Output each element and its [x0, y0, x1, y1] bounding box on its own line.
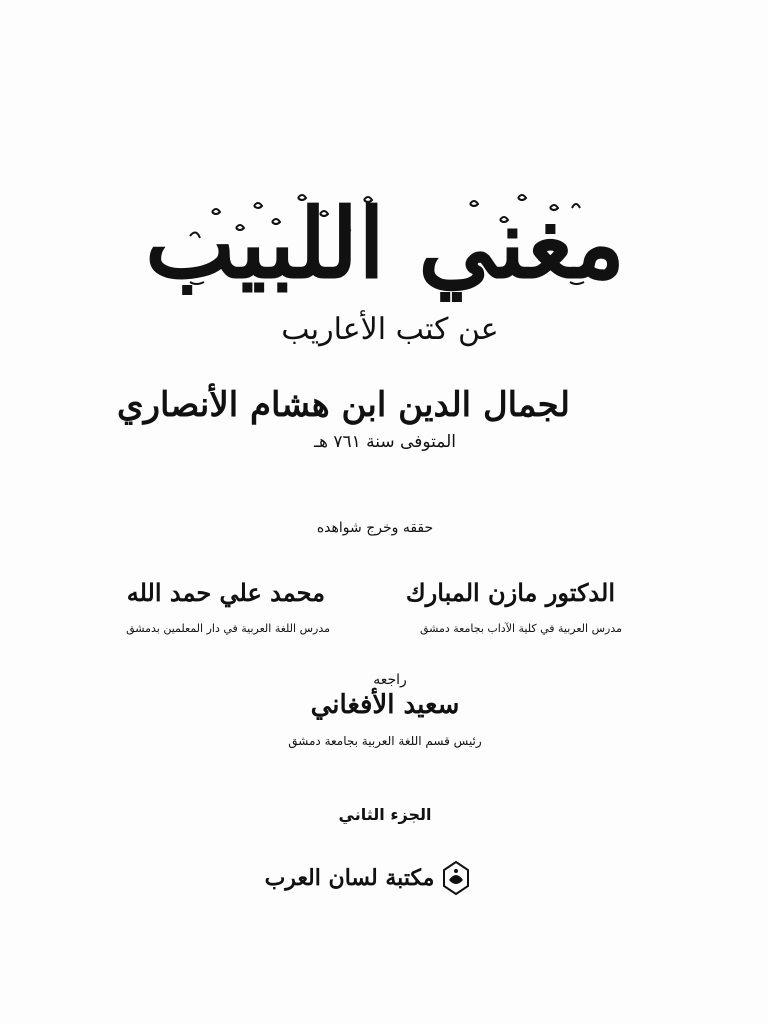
reviewer-name: سعيد الأفغاني [310, 690, 460, 720]
book-author: لجمال الدين ابن هشام الأنصاري [116, 385, 570, 425]
editor-2-description: مدرس اللغة العربية في دار المعلمين بدمشق [126, 622, 330, 635]
editor-2-name: محمد علي حمد الله [126, 578, 325, 607]
review-label: راجعه [373, 672, 407, 688]
volume-label: الجزء الثاني [338, 805, 432, 824]
book-title: مغني اللبيب [144, 186, 626, 300]
editor-1-description: مدرس العربية في كلية الآداب بجامعة دمشق [420, 622, 622, 635]
tahqiq-label: حققه وخرج شواهده [316, 520, 434, 536]
editor-1-name: الدكتور مازن المبارك [405, 578, 615, 607]
book-subtitle: عن كتب الأعاريب [281, 312, 499, 347]
publisher-name: مكتبة لسان العرب [264, 865, 435, 891]
reviewer-description: رئيس قسم اللغة العربية بجامعة دمشق [288, 734, 482, 748]
publisher-seal-icon [440, 860, 472, 896]
author-death-date: المتوفى سنة ٧٦١ هـ [313, 432, 456, 452]
